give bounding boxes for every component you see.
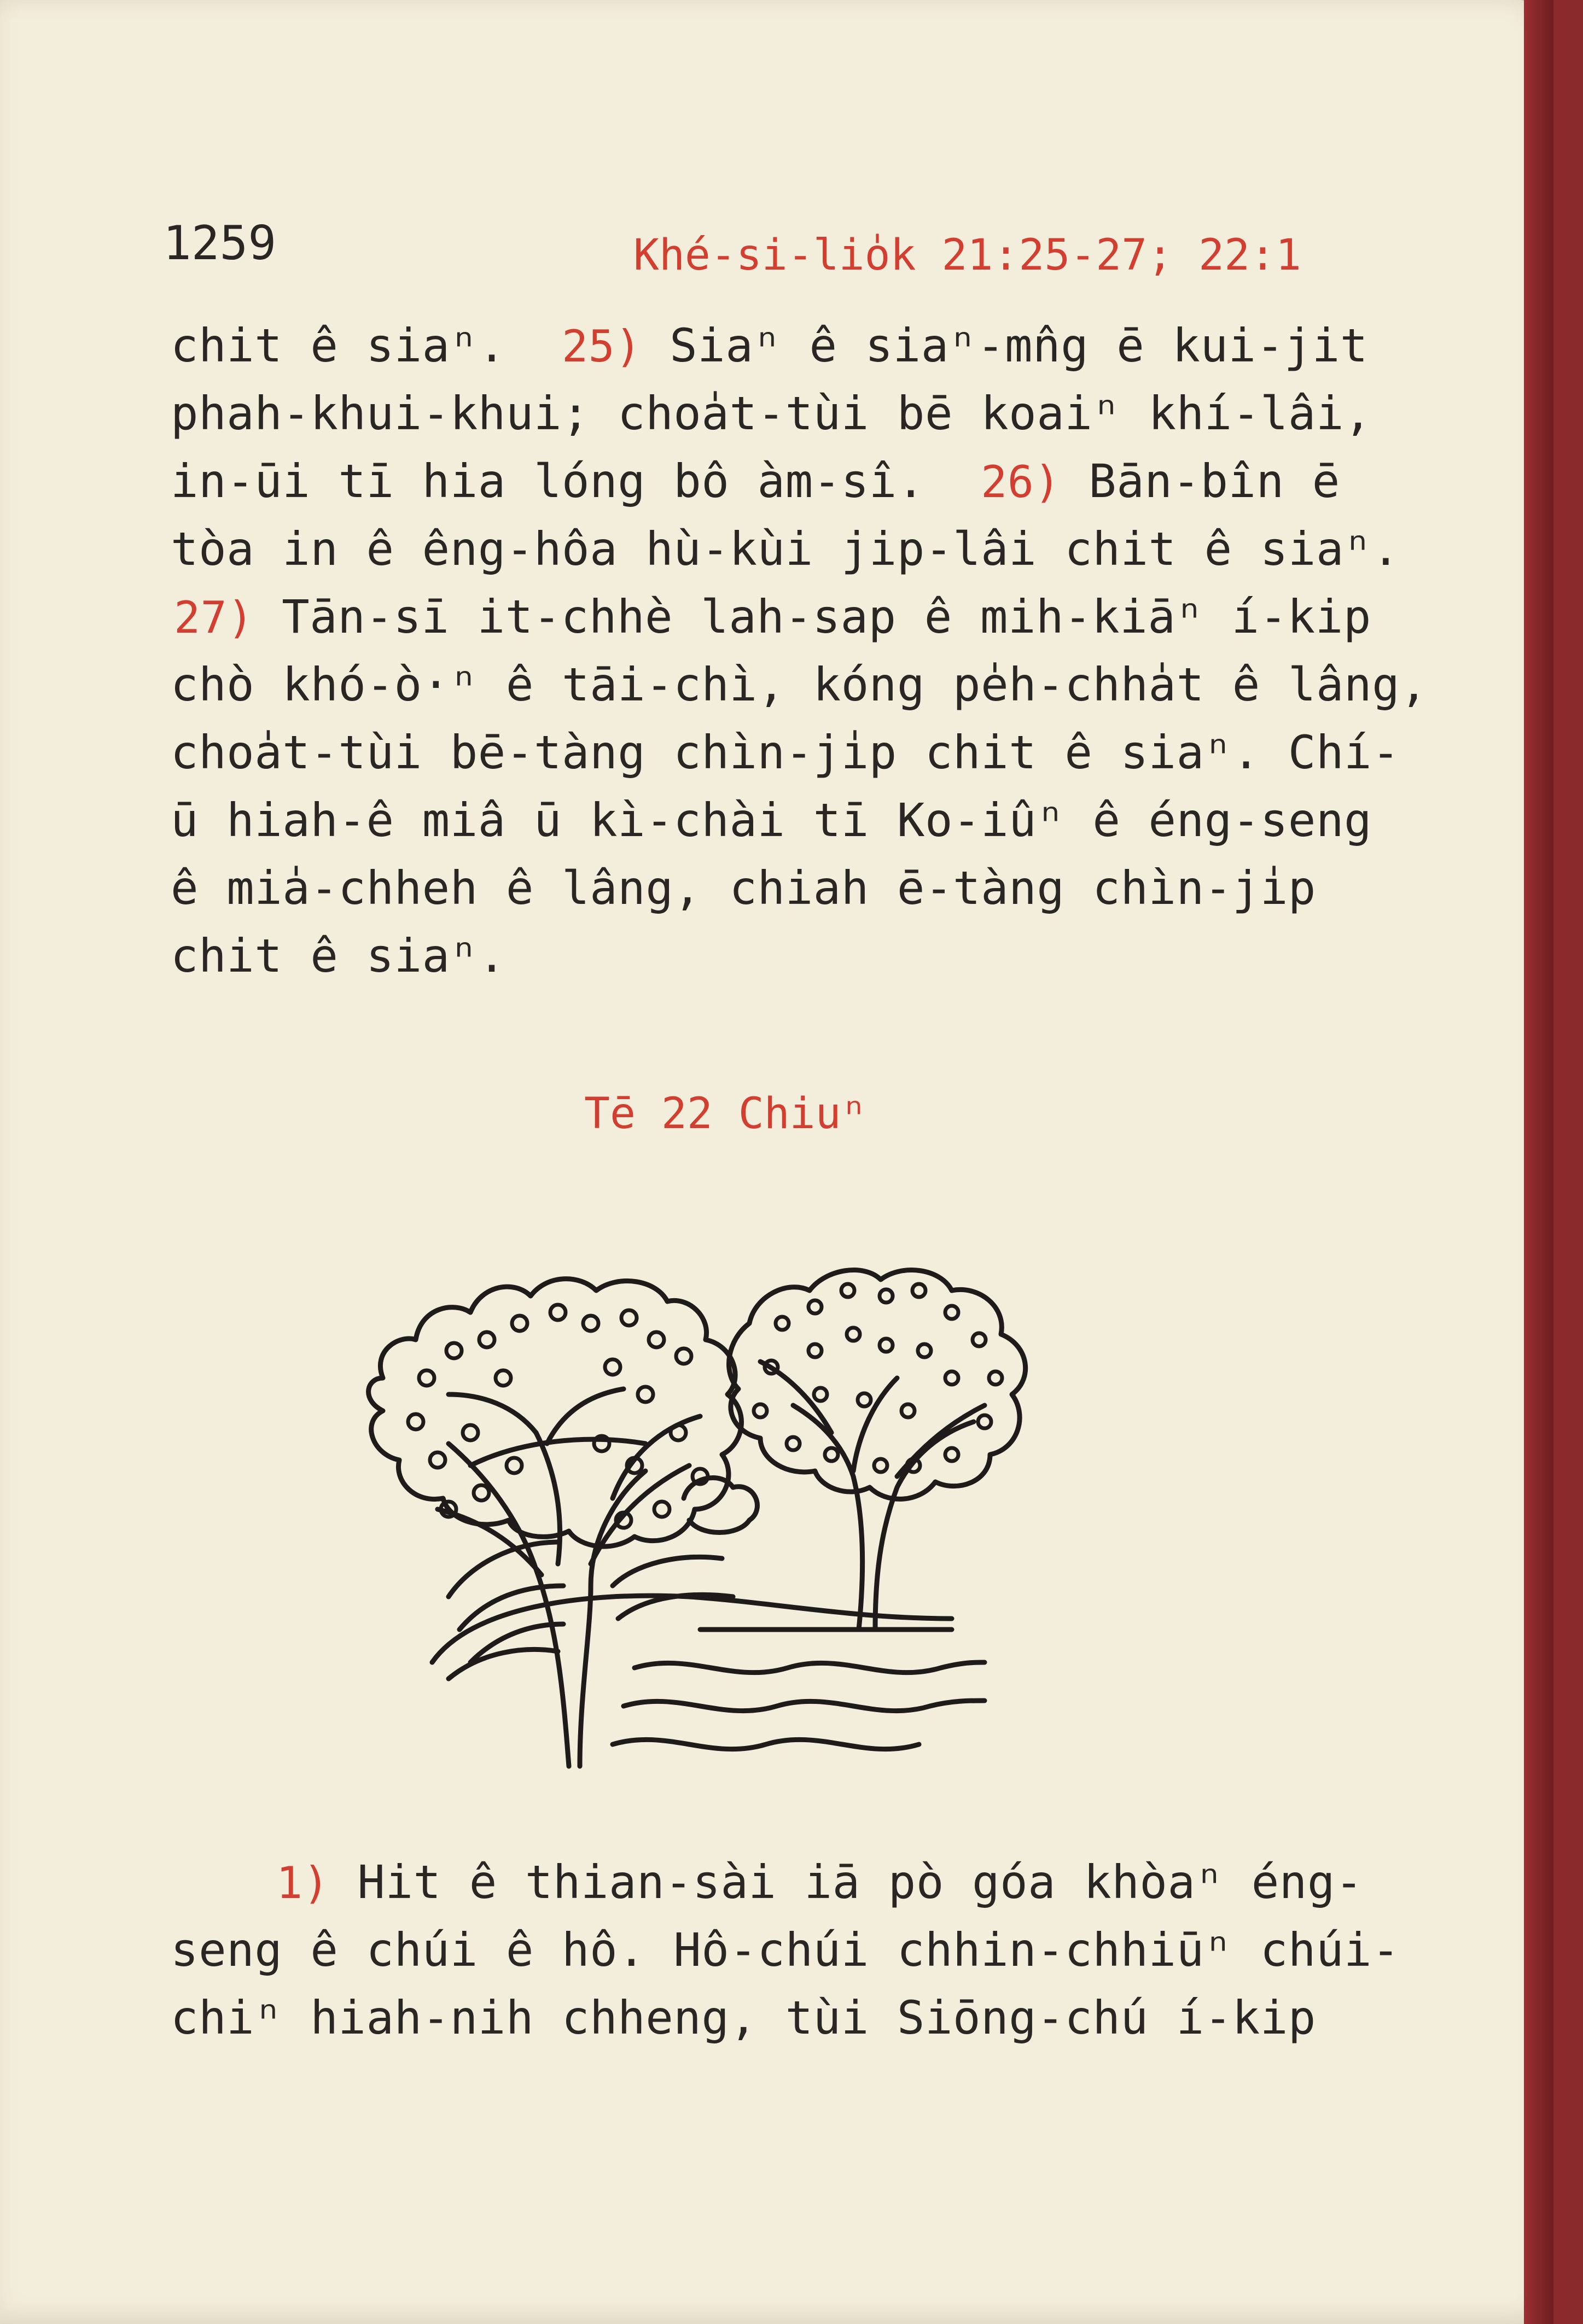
- text-segment: Hit ê thian-sài iā pò góa khòaⁿ éng-: [329, 1855, 1364, 1909]
- text-segment: ê mia̍-chheh ê lâng, chiah ē-tàng chìn-ji̍p: [171, 861, 1316, 915]
- text-segment: Tān-sī it-chhè lah-sap ê mih-kiāⁿ í-kip: [254, 590, 1371, 644]
- text-line: [171, 319, 1368, 372]
- text-segment: phah-khui-khui; choa̍t-tùi bē koaiⁿ khí-lâi,: [171, 387, 1372, 440]
- verse-number: 27): [174, 592, 254, 643]
- text-line: [171, 929, 506, 983]
- trees-by-river-illustration: [306, 1214, 1236, 1815]
- text-segment: chit ê siaⁿ.: [171, 319, 562, 372]
- text-line: [174, 590, 1371, 644]
- text-line: [171, 861, 1316, 915]
- verse-number: 25): [562, 321, 642, 372]
- text-line: [171, 726, 1400, 779]
- text-line: [171, 522, 1400, 576]
- right-tree-canopy: [729, 1270, 1026, 1499]
- text-line: [276, 1855, 1364, 1909]
- text-segment: seng ê chúi ê hô. Hô-chúi chhin-chhiūⁿ chúi-: [171, 1923, 1400, 1977]
- running-header-reference: Khé-si-lio̍k 21:25-27; 22:1: [633, 231, 1301, 280]
- text-segment: Siaⁿ ê siaⁿ-mn̂g ē kui-jit: [642, 319, 1368, 372]
- text-line: [171, 793, 1372, 847]
- chapter-heading: Tē 22 Chiuⁿ: [584, 1089, 867, 1138]
- text-segment: ū hiah-ê miâ ū kì-chài tī Ko-iûⁿ ê éng-seng: [171, 793, 1372, 847]
- text-line: [171, 454, 1340, 508]
- verse-number: 1): [276, 1858, 330, 1908]
- text-line: [171, 658, 1428, 711]
- text-segment: tòa in ê êng-hôa hù-kùi jip-lâi chit ê siaⁿ.: [171, 522, 1400, 576]
- text-line: [171, 387, 1372, 440]
- river-wave: [635, 1662, 985, 1673]
- text-segment: choa̍t-tùi bē-tàng chìn-ji̍p chit ê siaⁿ. Chí-: [171, 726, 1400, 779]
- book-binding: [1524, 0, 1553, 2324]
- text-segment: chiⁿ hiah-nih chheng, tùi Siōng-chú í-kip: [171, 1991, 1316, 2045]
- text-line: [171, 1991, 1316, 2045]
- page-number: 1259: [163, 216, 277, 271]
- text-segment: chò khó-ò·ⁿ ê tāi-chì, kóng pe̍h-chha̍t ê lâng,: [171, 658, 1428, 711]
- text-segment: Bān-bîn ē: [1061, 454, 1340, 508]
- text-line: [171, 1923, 1400, 1977]
- text-segment: chit ê siaⁿ.: [171, 929, 506, 983]
- right-tree-trunk: [793, 1405, 863, 1630]
- text-segment: in-ūi tī hia lóng bô àm-sî.: [171, 454, 981, 508]
- verse-number: 26): [981, 457, 1061, 507]
